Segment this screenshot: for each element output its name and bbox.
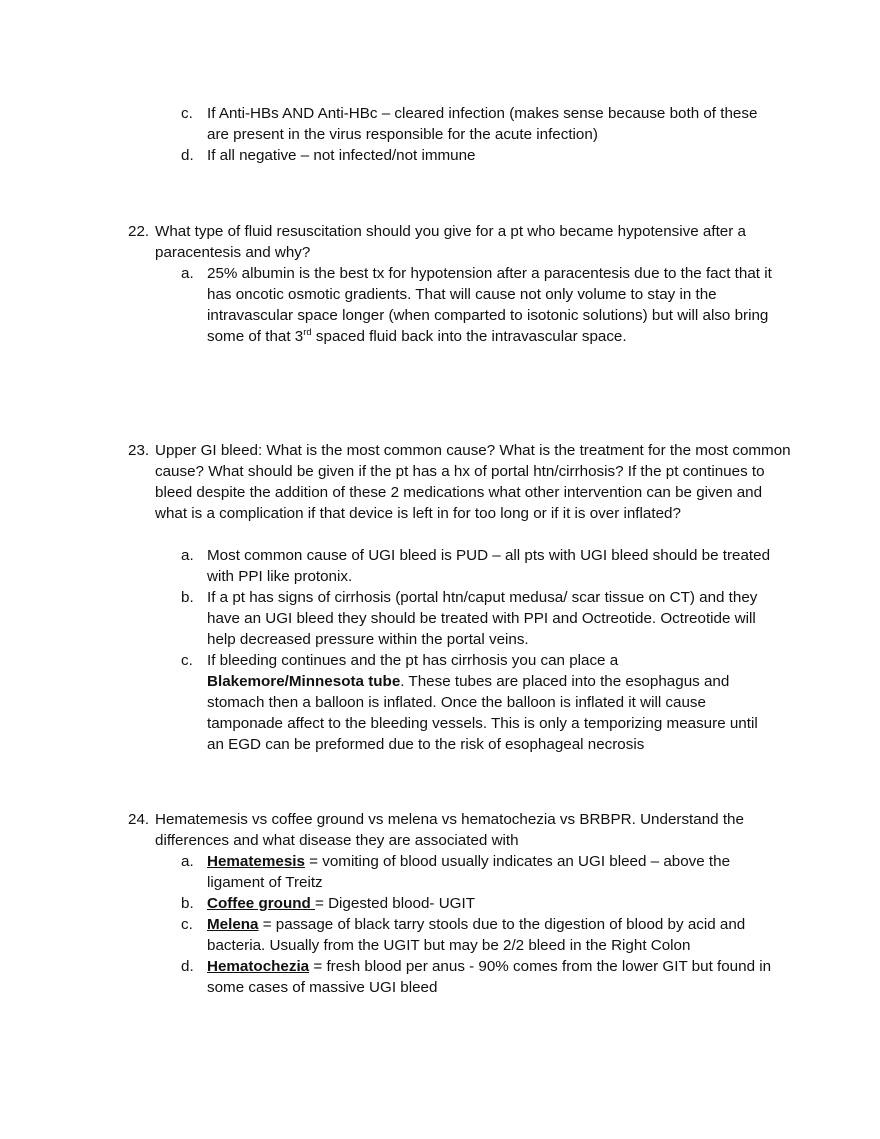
question-text: Upper GI bleed: What is the most common cause? What is the treatment for the most common cause? What should be given if the pt has a hx of portal htn/cirrhosis? If the pt continues to bleed despite the addition of these 2 medications what other intervention can be given and what is a complication if that device is left in for too long or if it is over inflated? bbox=[155, 442, 791, 522]
answer-23-a bbox=[181, 545, 777, 587]
answer-text: If a pt has signs of cirrhosis (portal htn/caput medusa/ scar tissue on CT) and they have an UGI bleed they should be treated with PPI and Octreotide. Octreotide will help decreased pressure within the portal veins. bbox=[207, 589, 758, 648]
list-item-text: If Anti-HBs AND Anti-HBc – cleared infection (makes sense because both of these are present in the virus responsible for the acute infection) bbox=[207, 105, 758, 143]
answer-text-part: = passage of black tarry stools due to the digestion of blood by acid and bacteria. Usually from the UGIT but may be 2/2 bleed in the Right Colon bbox=[207, 916, 746, 954]
answer-23-b bbox=[181, 587, 777, 650]
answer-text-part: = fresh blood per anus - 90% comes from the lower GIT but found in some cases of massive UGI bleed bbox=[207, 958, 772, 996]
device-name: Blakemore/Minnesota tube bbox=[207, 673, 401, 690]
list-item-text: If all negative – not infected/not immune bbox=[207, 147, 476, 164]
answer-24-b bbox=[181, 893, 777, 914]
answer-text bbox=[207, 650, 777, 755]
answer-23-c bbox=[181, 650, 777, 755]
question-number: 24. bbox=[128, 811, 150, 828]
answer-24-d bbox=[181, 956, 777, 998]
superscript: rd bbox=[303, 327, 312, 338]
list-item-d bbox=[181, 145, 777, 166]
list-marker: b. bbox=[181, 895, 194, 912]
answer-text-part: = vomiting of blood usually indicates an UGI bleed – above the ligament of Treitz bbox=[207, 853, 731, 891]
list-marker: c. bbox=[181, 916, 193, 933]
term: Melena bbox=[207, 916, 259, 933]
answer-text: Most common cause of UGI bleed is PUD – all pts with UGI bleed should be treated with PPI like protonix. bbox=[207, 547, 771, 585]
answer-text-part: If bleeding continues and the pt has cirrhosis you can place a bbox=[207, 652, 619, 669]
answer-text bbox=[207, 914, 777, 956]
question-24 bbox=[128, 809, 795, 851]
answer-text bbox=[207, 893, 777, 914]
term: Hematochezia bbox=[207, 958, 310, 975]
answer-22-a bbox=[181, 263, 777, 347]
question-23 bbox=[128, 440, 795, 524]
list-marker: b. bbox=[181, 589, 194, 606]
term: Coffee ground bbox=[207, 895, 315, 912]
answer-text bbox=[207, 956, 777, 998]
answer-24-a bbox=[181, 851, 777, 893]
answer-text-part: . These tubes are placed into the esophagus and stomach then a balloon is inflated. Once the balloon is inflated it will cause tamponade affect to the bleeding vessels. This is only a temporizing measure until an EGD can be preformed due to the risk of esophageal necrosis bbox=[207, 673, 758, 753]
question-number: 22. bbox=[128, 223, 150, 240]
answer-text bbox=[207, 263, 777, 347]
question-22 bbox=[128, 221, 795, 263]
list-marker: d. bbox=[181, 958, 194, 975]
list-marker: a. bbox=[181, 265, 194, 282]
list-marker: c. bbox=[181, 105, 193, 122]
answer-text-part: spaced fluid back into the intravascular space. bbox=[311, 328, 627, 345]
question-text: What type of fluid resuscitation should you give for a pt who became hypotensive after a paracentesis and why? bbox=[155, 223, 746, 261]
question-number: 23. bbox=[128, 442, 150, 459]
list-marker: a. bbox=[181, 853, 194, 870]
question-text: Hematemesis vs coffee ground vs melena vs hematochezia vs BRBPR. Understand the differences and what disease they are associated with bbox=[155, 811, 744, 849]
answer-text bbox=[207, 851, 777, 893]
answer-24-c bbox=[181, 914, 777, 956]
list-marker: d. bbox=[181, 147, 194, 164]
term: Hematemesis bbox=[207, 853, 305, 870]
list-marker: a. bbox=[181, 547, 194, 564]
answer-text-part: = Digested blood- UGIT bbox=[315, 895, 475, 912]
list-marker: c. bbox=[181, 652, 193, 669]
list-item-c bbox=[181, 103, 777, 145]
answer-text-part: 25% albumin is the best tx for hypotension after a paracentesis due to the fact that it has oncotic osmotic gradients. That will cause not only volume to stay in the intravascular space longer (when comparted to isotonic solutions) but will also bring some of that 3 bbox=[207, 265, 772, 345]
